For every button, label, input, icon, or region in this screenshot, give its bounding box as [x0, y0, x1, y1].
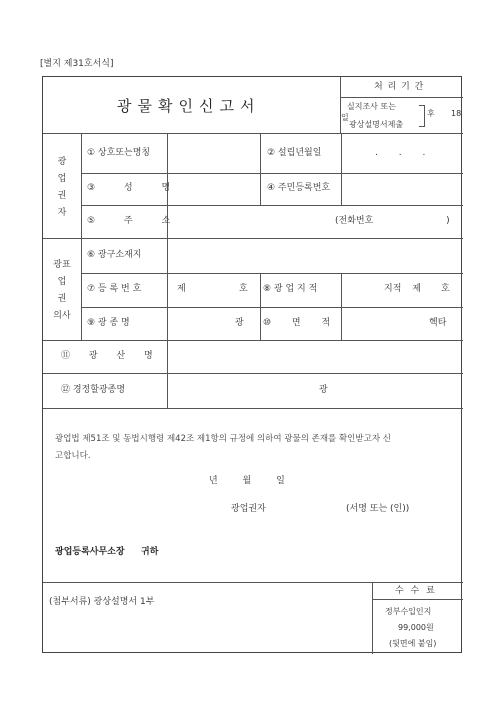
- divider: [81, 273, 463, 274]
- divider: [43, 373, 463, 374]
- divider: [81, 173, 463, 174]
- addressee-honorific: 귀하: [141, 547, 159, 557]
- divider: [81, 133, 82, 340]
- divider: [167, 133, 168, 408]
- field-mineral-name-label: ⑨ 광 종 명: [87, 318, 130, 328]
- declaration-date: 년 월 일: [209, 476, 285, 486]
- field-cadastre-prefix: 지적 제: [384, 284, 421, 294]
- field-registration-prefix: 제: [177, 284, 186, 294]
- divider: [372, 582, 373, 654]
- field-resident-number-label: ④ 주민등록번호: [267, 183, 331, 193]
- attachments-note: (첨부서류) 광상설명서 1부: [49, 597, 155, 607]
- field-address-phone: (전화번호 ): [335, 216, 450, 226]
- processing-line-1: 실지조사 또는: [347, 102, 396, 111]
- section-owner: 광 업 권 자: [57, 157, 67, 218]
- field-corrected-mineral-label: ⑫ 경정할광종명: [61, 385, 126, 395]
- field-address-label: ⑤ 주 소: [87, 216, 171, 226]
- field-area-unit: 헥타: [429, 318, 447, 328]
- divider: [341, 133, 342, 205]
- field-name-label: ③ 성 명: [87, 183, 171, 193]
- divider: [43, 133, 463, 134]
- divider: [340, 97, 463, 98]
- applicant-signature: (서명 또는 (인)): [346, 504, 410, 514]
- field-registration-suffix: 호: [239, 284, 248, 294]
- processing-line-2: 광상설명서제출: [349, 120, 404, 129]
- field-mine-name-label: ⑪ 광 산 명: [61, 351, 153, 361]
- form-reference: [별지 제31호서식]: [40, 59, 114, 69]
- bracket: [419, 105, 425, 127]
- divider: [260, 273, 261, 340]
- processing-days: 18: [451, 109, 462, 118]
- field-established-date-value: . . .: [375, 148, 426, 158]
- divider: [372, 599, 463, 600]
- processing-suffix: 후: [427, 109, 435, 118]
- processing-prefix: 일: [341, 113, 349, 122]
- fee-note: (뒷면에 붙임): [389, 639, 437, 648]
- divider: [43, 238, 463, 239]
- field-registration-number-label: ⑦ 등 록 번 호: [87, 284, 142, 294]
- field-cadastre-suffix: 호: [441, 284, 450, 294]
- field-mineral-name-suffix: 광: [235, 318, 244, 328]
- field-trade-name-label: ① 상호또는명칭: [87, 148, 151, 158]
- field-mining-cadastre-label: ⑧ 광 업 지 적: [263, 284, 318, 294]
- field-area-label: ⑩ 면 적: [263, 318, 331, 328]
- divider: [260, 133, 261, 205]
- field-corrected-mineral-suffix: 광: [319, 385, 328, 395]
- divider: [43, 582, 463, 583]
- divider: [81, 205, 463, 206]
- fee-amount: 99,000원: [398, 623, 434, 632]
- divider: [81, 307, 463, 308]
- section-intent: 광표 업 권 의사: [53, 260, 71, 321]
- report-form: [42, 76, 462, 653]
- applicant-label: 광업권자: [231, 504, 266, 514]
- field-established-date-label: ② 설립년월일: [267, 148, 322, 158]
- divider: [341, 273, 342, 340]
- declaration-text: 광업법 제51조 및 동법시행령 제42조 제1항의 규정에 의하여 광물의 존재를 확인받고자 신 고합니다.: [55, 434, 391, 461]
- divider: [43, 340, 463, 341]
- processing-period-header: 처 리 기 간: [374, 82, 425, 92]
- field-mine-location-label: ⑥ 광구소재지: [87, 250, 142, 260]
- divider: [43, 408, 463, 409]
- form-title: 광물확인신고서: [117, 97, 261, 115]
- fee-header: 수 수 료: [395, 586, 437, 596]
- fee-stamp-label: 정부수입인지: [385, 607, 432, 616]
- divider: [340, 77, 341, 133]
- addressee: 광업등록사무소장: [55, 547, 125, 557]
